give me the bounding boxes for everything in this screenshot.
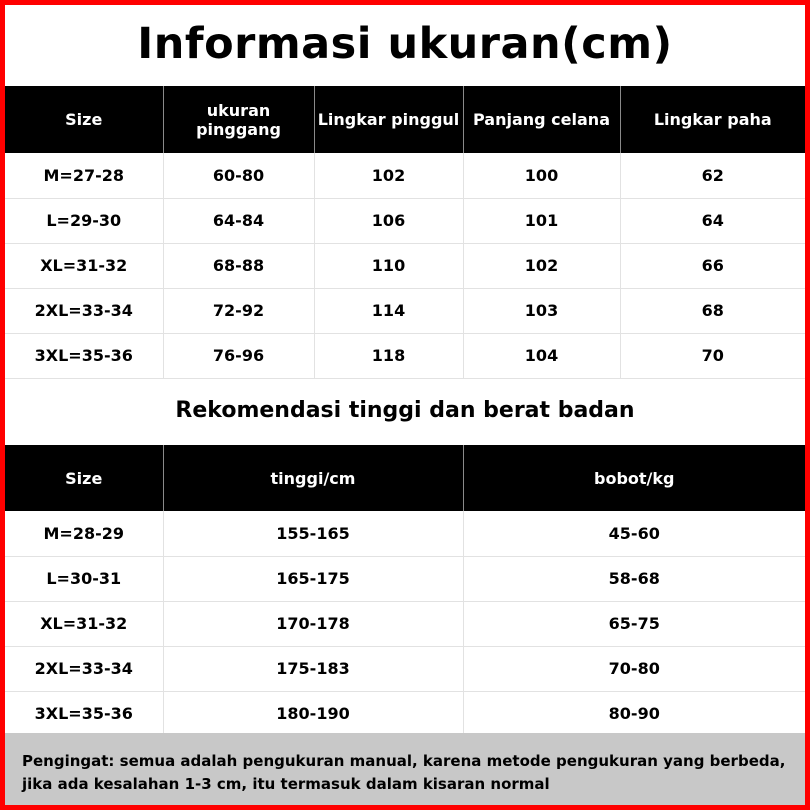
column-header: Lingkar paha (620, 86, 805, 153)
table-cell: 62 (620, 153, 805, 198)
column-header: Lingkar pinggul (314, 86, 463, 153)
table-row (5, 511, 805, 556)
table-cell: 102 (314, 153, 463, 198)
table-cell: 170-178 (163, 601, 463, 646)
table-cell: 76-96 (163, 333, 314, 378)
recommendation-table-header-row (5, 445, 805, 511)
table-cell: 3XL=35-36 (5, 691, 163, 736)
table-cell: 110 (314, 243, 463, 288)
table-cell: 70 (620, 333, 805, 378)
table-cell: 58-68 (463, 556, 805, 601)
table-cell: 103 (463, 288, 620, 333)
table-cell: 118 (314, 333, 463, 378)
table-cell: 60-80 (163, 153, 314, 198)
table-cell: 2XL=33-34 (5, 646, 163, 691)
column-header: bobot/kg (463, 445, 805, 511)
table-cell: 114 (314, 288, 463, 333)
table-cell: M=28-29 (5, 511, 163, 556)
column-header: ukuran pinggang (163, 86, 314, 153)
table-cell: 64-84 (163, 198, 314, 243)
table-cell: 80-90 (463, 691, 805, 736)
table-row (5, 601, 805, 646)
size-table-header-row (5, 86, 805, 153)
table-row (5, 288, 805, 333)
table-cell: 106 (314, 198, 463, 243)
table-row (5, 198, 805, 243)
table-cell: 175-183 (163, 646, 463, 691)
table-cell: 180-190 (163, 691, 463, 736)
table-cell: L=30-31 (5, 556, 163, 601)
table-cell: 70-80 (463, 646, 805, 691)
table-cell: 100 (463, 153, 620, 198)
column-header: tinggi/cm (163, 445, 463, 511)
table-cell: 3XL=35-36 (5, 333, 163, 378)
table-cell: XL=31-32 (5, 243, 163, 288)
table-row (5, 691, 805, 736)
table-cell: XL=31-32 (5, 601, 163, 646)
table-cell: 104 (463, 333, 620, 378)
column-header: Size (5, 86, 163, 153)
recommendation-table (5, 445, 805, 737)
page-title: Informasi ukuran(cm) (137, 19, 673, 69)
table-cell: 64 (620, 198, 805, 243)
column-header: Panjang celana (463, 86, 620, 153)
table-cell: M=27-28 (5, 153, 163, 198)
table-row (5, 646, 805, 691)
table-cell: 2XL=33-34 (5, 288, 163, 333)
table-row (5, 333, 805, 378)
table-row (5, 243, 805, 288)
table-cell: 65-75 (463, 601, 805, 646)
table-cell: 165-175 (163, 556, 463, 601)
table-cell: 45-60 (463, 511, 805, 556)
table-cell: 66 (620, 243, 805, 288)
table-cell: 102 (463, 243, 620, 288)
table-cell: 68-88 (163, 243, 314, 288)
table-cell: 72-92 (163, 288, 314, 333)
measurement-note: Pengingat: semua adalah pengukuran manual, karena metode pengukuran yang berbeda, jika ada kesalahan 1-3 cm, itu termasuk dalam kisaran normal (5, 733, 805, 805)
table-cell: 155-165 (163, 511, 463, 556)
column-header: Size (5, 445, 163, 511)
table-row (5, 556, 805, 601)
table-row (5, 153, 805, 198)
table-cell: L=29-30 (5, 198, 163, 243)
section-subtitle: Rekomendasi tinggi dan berat badan (175, 398, 635, 423)
table-cell: 68 (620, 288, 805, 333)
table-cell: 101 (463, 198, 620, 243)
size-table (5, 86, 805, 379)
